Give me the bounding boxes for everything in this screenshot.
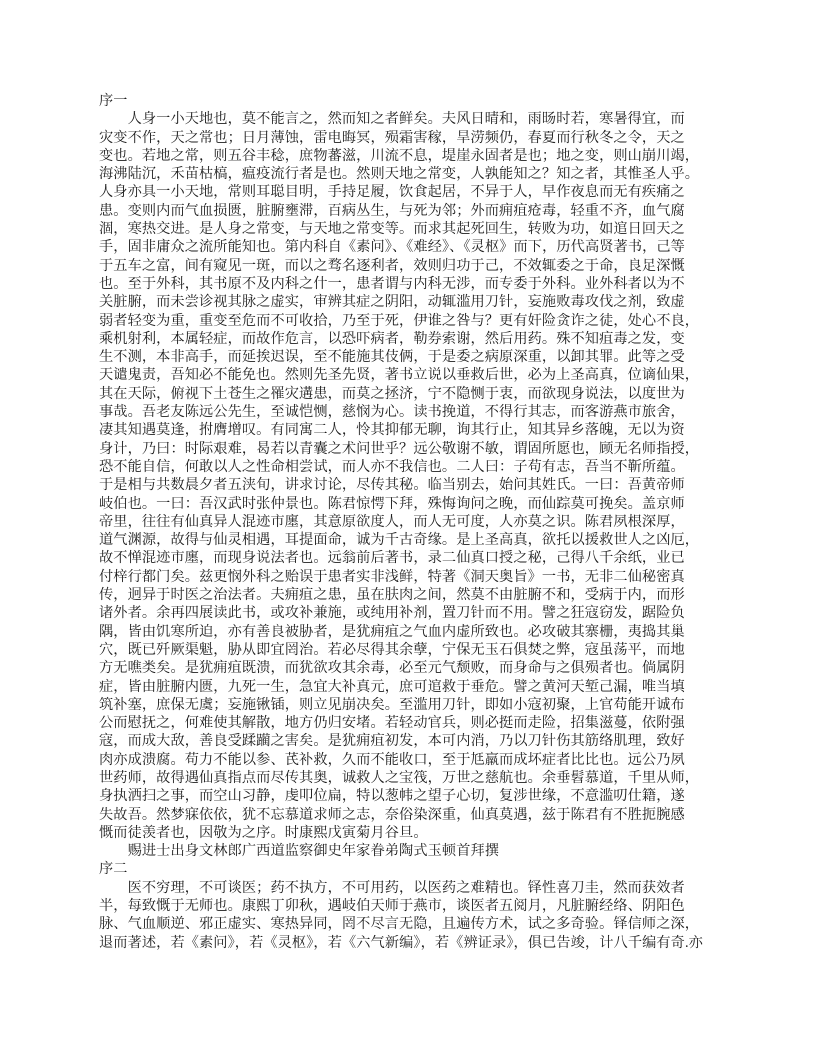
attribution-line: 赐进士出身文林郎广西道监察御史年家眷弟陶式玉顿首拜撰 [99,843,500,860]
text-line: 道气渊源，故得与仙灵相遇，耳提面命，诚为千古奇缘。是上圣高真，欲托以援救世人之凶厄， [99,532,700,549]
text-line: 人身亦具一小天地，常则耳聪目明，手持足履，饮食起居，不异于人，早作夜息而无有疾痛之 [99,184,685,201]
text-line: 医不穷理，不可谈医；药不执方，不可用药，以医药之难精也。铎性喜刀圭，然而获效者 [99,879,685,896]
text-line: 乘机射利，本属轻症，而故作危言，以恐吓病者，勒券索谢，然后用药。殊不知疽毒之发，变 [99,330,685,347]
text-line: 症，皆由脏腑内匮，九死一生，急宜大补真元，庶可逭救于垂危。譬之黄河天堑己漏，唯当填 [99,678,685,695]
text-line: 生不测，本非高手，而延挨迟误，至不能施其伎俩，于是委之病原深重，以卸其罪。此等之受 [99,349,685,366]
text-line: 天谴鬼责，吾知必不能免也。然则先圣先贤，著书立说以垂救后世，必为上圣高真，位谪仙果， [99,367,700,384]
text-line: 岐伯也。一曰：吾汉武时张仲景也。陈君惊愕下拜，殊悔询问之晚，而仙踪莫可挽矣。盖京师 [99,495,685,512]
text-line: 肉亦成溃腐。苟力不能以参、芪补救，久而不能收口，至于尪羸而成坏症者比比也。远公乃夙 [99,751,685,768]
text-line: 脉、气血顺逆、邪正虚实、寒热异同，罔不尽言无隐，且遍传方术，试之多奇验。铎信师之深， [99,916,700,933]
text-line: 关脏腑，而未尝诊视其脉之虚实，审辨其症之阴阳，动辄滥用刀针，妄施败毒攻伐之剂，致虚 [99,294,685,311]
text-line: 诸外者。余再四展读此书，或攻补兼施，或纯用补剂，置刀针而不用。譬之狂寇窃发，踞险负 [99,605,685,622]
text-line: 退而著述，若《素问》，若《灵枢》，若《六气新编》，若《辨证录》，俱已告竣，计八千编有奇.亦 [99,934,703,951]
text-line: 半，每致慨于无师也。康熙丁卯秋，遇岐伯天师于燕市，谈医者五阅月，凡脏腑经络、阴阳色 [99,898,685,915]
text-line: 也。至于外科，其书原不及内科之什一，患者谓与内科无涉，而专委于外科。业外科者以为不 [99,275,685,292]
text-line: 公而慰抚之，何难使其解散，地方仍归安堵。若轻动官兵，则必挺而走险，招集滋蔓，依附强 [99,715,685,732]
text-line: 于是相与共数晨夕者五浃旬，讲求讨论，尽传其秘。临当别去，始问其姓氏。一曰：吾黄帝师 [99,477,685,494]
text-line: 慨而徒羡者也，因敬为之序。时康熙戊寅菊月谷旦。 [99,824,428,841]
text-line: 灾变不作，天之常也；日月薄蚀，雷电晦冥，殒霜害稼，旱涝频仍，春夏而行秋冬之令，天之 [99,129,685,146]
text-line: 世药师，故得遇仙真指点而尽传其奥，诚救人之宝筏，万世之慈航也。余垂髫慕道，千里从师， [99,769,700,786]
text-line: 穴，既已歼厥渠魁，胁从即宜罔治。若必尽得其余孽，宁保无玉石俱焚之弊，寇虽荡平，而地 [99,641,685,658]
text-line: 寇，而成大敌，善良受蹂躏之害矣。是犹痈疽初发，本可内消，乃以刀针伤其筋络肌理，致好 [99,733,685,750]
text-line: 传，迥异于时医之治法者。夫痈疽之患，虽在肤肉之间，然莫不由脏腑不和，受病于内，而形 [99,587,685,604]
section-two-paragraph [99,879,739,952]
text-line: 弱者轻变为重，重变至危而不可收拾，乃至于死，伊谁之咎与？更有奸险贪诈之徒，处心不良， [99,312,700,329]
section-one-paragraph [99,110,739,842]
text-line: 事哉。吾老友陈远公先生，至诚恺恻，慈悯为心。读书挽道，不得行其志，而客游燕市旅舍， [99,404,685,421]
text-line: 帝里，往往有仙真异人混迹市廛，其意原欲度人，而人无可度，人亦莫之识。陈君夙根深厚， [99,513,685,530]
text-line: 失故吾。然梦寐依依，犹不忘慕道求师之志，奈俗染深重，仙真莫遇，兹于陈君有不胜扼腕感 [99,806,685,823]
text-line: 故不惮混迹市廛，而现身说法者也。远翁前后著书，录二仙真口授之秘，己得八千余纸，业已 [99,550,685,567]
text-line: 其在天际，俯视下土苍生之罹灾遘患，而莫之拯济，宁不隐恻于衷，而欲现身说法，以度世为 [99,385,685,402]
text-line: 筑补塞，庶保无虞；妄施锹锸，则立见崩决矣。至滥用刀针，即如小寇初聚，上官苟能开诚布 [99,696,685,713]
text-line: 隅，皆由饥寒所迫，亦有善良被胁者，是犹痈疽之气血内虚所致也。必攻破其寨栅，夷捣其巢 [99,623,685,640]
text-line: 付梓行都门矣。兹更悯外科之贻误于患者实非浅鲜，特著《洞天奥旨》一书，无非二仙秘密真 [99,568,685,585]
text-line: 海沸陆沉，禾苗枯槁，瘟疫流行者是也。然则天地之常变，人孰能知之？知之者，其惟圣人乎。 [99,166,700,183]
text-line: 患。变则内而气血损匮，脏腑壅滞，百病丛生，与死为邻；外而痈疽疮毒，轻重不齐，血气腐 [99,202,685,219]
section-two-heading: 序二 [99,861,128,878]
document-body [99,92,739,952]
text-line: 变也。若地之常，则五谷丰稔，庶物蕃滋，川流不息，堤崖永固者是也；地之变，则山崩川竭， [99,147,700,164]
text-line: 凄其知遇莫逢，拊膺增叹。有同寓二人，怜其抑郁无聊，询其行止，知其异乡落魄，无以为资 [99,422,685,439]
text-line: 身计，乃曰：时际艰难，曷若以青囊之术问世乎？远公敬谢不敏，谓固所愿也，顾无名师指授， [99,440,700,457]
text-line: 方无噍类矣。是犹痈疽既溃，而犹欲攻其余毒，必至元气颓败，而身命与之俱殒者也。倘属阴 [99,660,685,677]
text-line: 于五车之富，间有窥见一斑，而以之骛名逐利者，效则归功于己，不效辄委之于命，良足深慨 [99,257,685,274]
text-line: 人身一小天地也，莫不能言之，然而知之者鲜矣。夫风日晴和，雨旸时若，寒暑得宜，而 [99,111,685,128]
section-one-heading: 序一 [99,93,128,109]
text-line: 手，固非庸众之流所能知也。第内科自《素问》、《难经》、《灵枢》而下，历代高贤著书，己等 [99,239,685,256]
text-line: 涸，寒热交进。是人身之常变，与天地之常变等。而求其起死回生，转败为功，如逭日回天之 [99,221,685,238]
text-line: 身执洒扫之事，而空山习静，虔叩位扁，特以葱帏之望子心切，复涉世缘，不意滥叨仕籍，遂 [99,788,685,805]
text-line: 恐不能自信，何敢以人之性命相尝试，而人亦不我信也。二人曰：子苟有志，吾当不靳所蕴。 [99,458,685,475]
